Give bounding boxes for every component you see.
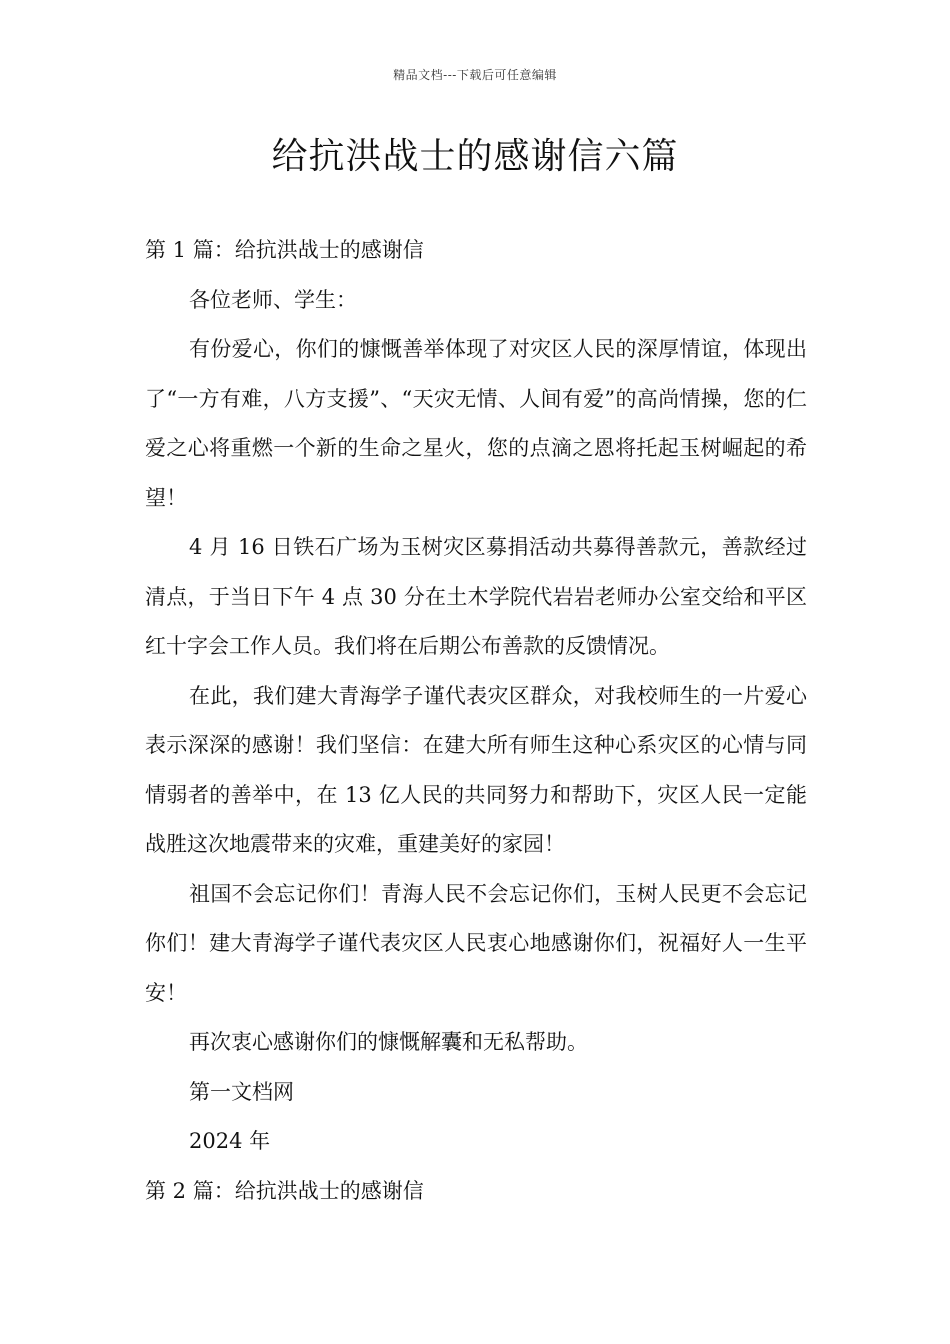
paragraph-4: 祖国不会忘记你们！青海人民不会忘记你们，玉树人民更不会忘记你们！建大青海学子谨代表灾区人民衷心地感谢你们，祝福好人一生平安！ bbox=[145, 881, 807, 1005]
section-1-heading: 第 1 篇：给抗洪战士的感谢信 bbox=[145, 238, 424, 262]
section-2-heading: 第 2 篇：给抗洪战士的感谢信 bbox=[145, 1178, 424, 1203]
paragraph-5: 再次衷心感谢你们的慷慨解囊和无私帮助。 bbox=[189, 1030, 588, 1054]
paragraph-2: 4 月 16 日铁石广场为玉树灾区募捐活动共募得善款元，善款经过清点，于当日下午 4 点 30 分在土木学院代岩岩老师办公室交给和平区红十字会工作人员。我们将在后期公布善款的反馈情况。 bbox=[145, 535, 807, 658]
greeting: 各位老师、学生： bbox=[189, 287, 357, 312]
paragraph-1: 有份爱心，你们的慷慨善举体现了对灾区人民的深厚情谊，体现出了“一方有难，八方支援”、“天灾无情、人间有爱”的高尚情操，您的仁爱之心将重燃一个新的生命之星火，您的点滴之恩将托起玉树崛起的希望！ bbox=[145, 337, 807, 510]
header-note: 精品文档---下载后可任意编辑 bbox=[393, 68, 557, 82]
document-body bbox=[145, 226, 807, 1216]
date: 2024 年 bbox=[189, 1129, 271, 1153]
document-title: 给抗洪战士的感谢信六篇 bbox=[271, 136, 679, 177]
signature: 第一文档网 bbox=[189, 1079, 294, 1104]
paragraph-3: 在此，我们建大青海学子谨代表灾区群众，对我校师生的一片爱心表示深深的感谢！我们坚信：在建大所有师生这种心系灾区的心情与同情弱者的善举中，在 13 亿人民的共同努力和帮助下，灾区人民一定能战胜这次地震带来的灾难，重建美好的家园！ bbox=[145, 683, 807, 856]
